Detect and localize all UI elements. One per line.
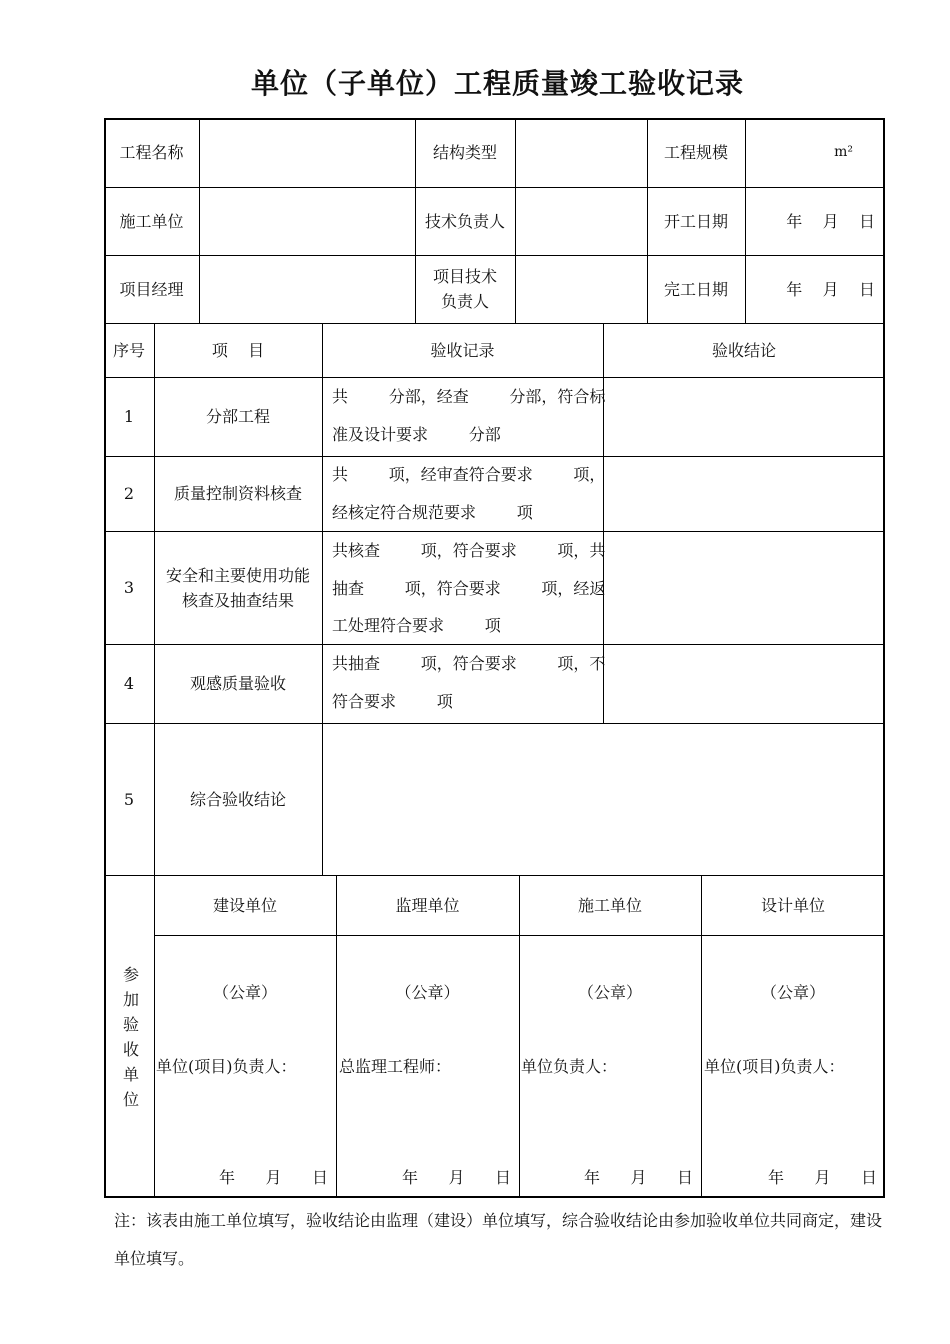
row-record[interactable]: 共抽查 项，符合要求 项，不 符合要求 项 <box>332 654 606 711</box>
unit-signer-label[interactable]: 单位负责人： <box>521 1057 618 1076</box>
unit-signer-label[interactable]: 单位(项目)负责人： <box>704 1057 845 1076</box>
participants-label-char: 验 <box>122 1015 139 1034</box>
row-seq: 2 <box>123 484 135 503</box>
footnote: 注：该表由施工单位填写，验收结论由监理（建设）单位填写，综合验收结论由参加验收单位共同商定，建设单位填写。 <box>114 1211 883 1268</box>
row-conclusion-field[interactable] <box>603 644 885 723</box>
project-manager-label: 项目经理 <box>119 279 184 299</box>
scale-label: 工程规模 <box>663 143 728 162</box>
participants-label-char: 收 <box>122 1040 139 1059</box>
row-item: 观感质量验收 <box>189 674 286 693</box>
project-name-label: 工程名称 <box>119 143 184 162</box>
unit-name: 施工单位 <box>577 895 642 915</box>
unit-date[interactable]: 年 月 日 <box>767 1168 877 1187</box>
row-record[interactable]: 共 分部，经查 分部，符合标 准及设计要求 分部 <box>332 387 606 444</box>
participants-label-char: 位 <box>122 1090 139 1109</box>
start-date-field[interactable]: 年 月 日 <box>786 211 875 231</box>
scale-field[interactable] <box>745 118 885 187</box>
row-conclusion-field[interactable] <box>603 531 885 644</box>
structure-type-field[interactable] <box>515 118 647 187</box>
row-seq: 3 <box>123 578 135 597</box>
unit-signer-label[interactable]: 总监理工程师： <box>339 1057 452 1076</box>
row-record[interactable]: 共 项，经审查符合要求 项， 经核定符合规范要求 项 <box>332 465 606 522</box>
project-tech-lead-field[interactable] <box>515 255 647 323</box>
tech-lead-field[interactable] <box>515 187 647 255</box>
row-seq: 4 <box>123 674 135 693</box>
participants-label-char: 单 <box>122 1065 139 1084</box>
unit-seal: （公章） <box>760 983 825 1002</box>
scale-unit: m² <box>834 144 853 160</box>
unit-date[interactable]: 年 月 日 <box>218 1168 328 1187</box>
project-name-field[interactable] <box>199 118 415 187</box>
unit-seal: （公章） <box>577 983 642 1002</box>
row-conclusion-field[interactable] <box>603 377 885 456</box>
row-seq: 5 <box>123 789 135 809</box>
row-conclusion-field[interactable] <box>603 456 885 531</box>
row-item: 安全和主要使用功能 核查及抽查结果 <box>165 565 310 610</box>
structure-type-label: 结构类型 <box>432 143 497 162</box>
row-item: 质量控制资料核查 <box>173 484 302 503</box>
col-header-item: 项 目 <box>211 340 265 360</box>
row-seq: 1 <box>123 407 135 426</box>
participants-label-char: 加 <box>122 990 139 1009</box>
participants-label-char: 参 <box>122 965 139 984</box>
col-header-record: 验收记录 <box>430 340 495 360</box>
unit-date[interactable]: 年 月 日 <box>583 1168 693 1187</box>
row-item: 分部工程 <box>205 407 270 426</box>
page-title: 单位（子单位）工程质量竣工验收记录 <box>250 67 744 100</box>
unit-seal: （公章） <box>395 983 460 1002</box>
project-manager-field[interactable] <box>199 255 415 323</box>
unit-seal: （公章） <box>212 983 277 1002</box>
unit-date[interactable]: 年 月 日 <box>401 1168 511 1187</box>
start-date-label: 开工日期 <box>663 211 728 231</box>
unit-name: 监理单位 <box>395 895 460 915</box>
finish-date-label: 完工日期 <box>663 279 728 299</box>
construction-unit-field[interactable] <box>199 187 415 255</box>
overall-conclusion-field[interactable] <box>322 723 885 875</box>
unit-name: 设计单位 <box>760 895 825 915</box>
unit-signer-label[interactable]: 单位(项目)负责人： <box>156 1057 297 1076</box>
finish-date-field[interactable]: 年 月 日 <box>786 279 875 299</box>
row-item: 综合验收结论 <box>189 789 286 809</box>
participants-label <box>121 962 141 1112</box>
col-header-seq: 序号 <box>112 340 145 360</box>
construction-unit-label: 施工单位 <box>119 211 184 231</box>
tech-lead-label: 技术负责人 <box>424 211 505 231</box>
row-record[interactable]: 共核查 项，符合要求 项，共 抽查 项，符合要求 项，经返 工处理符合要求 项 <box>332 541 606 635</box>
project-tech-lead-label: 项目技术 负责人 <box>432 267 497 311</box>
unit-name: 建设单位 <box>212 895 277 915</box>
col-header-conclusion: 验收结论 <box>711 340 776 360</box>
